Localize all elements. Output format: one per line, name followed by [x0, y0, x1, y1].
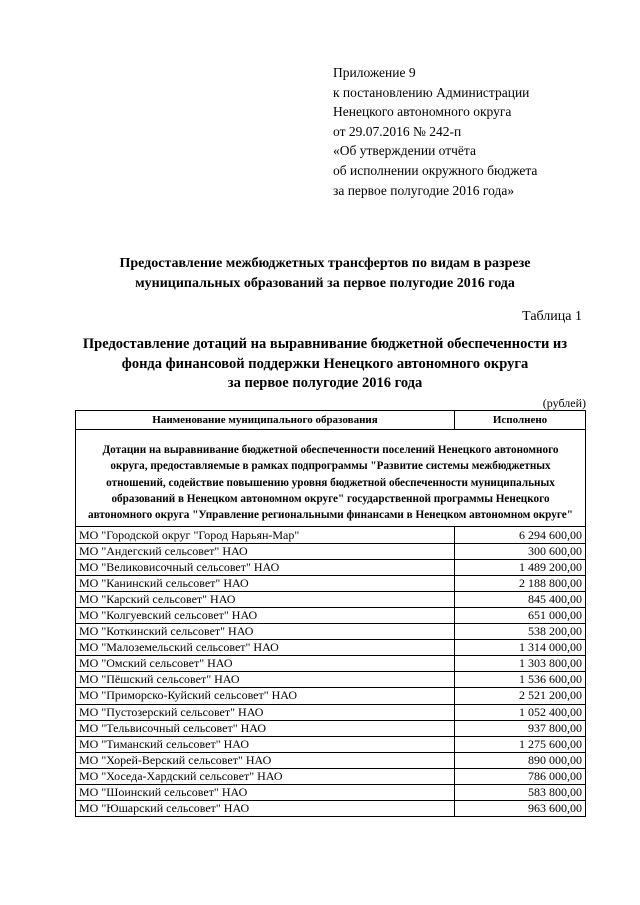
- table-row: [76, 688, 586, 704]
- table-title-line: за первое полугодие 2016 года: [227, 375, 423, 391]
- table-number: Таблица 1: [522, 309, 582, 324]
- executed-amount: 1 314 000,00: [455, 640, 586, 656]
- appendix-line: к постановлению Администрации: [333, 84, 530, 100]
- municipality-name: МО "Тиманский сельсовет" НАО: [76, 736, 455, 752]
- executed-amount: 963 600,00: [455, 801, 586, 817]
- municipality-name: МО "Коткинский сельсовет" НАО: [76, 624, 455, 640]
- municipality-name: МО "Малоземельский сельсовет" НАО: [76, 640, 455, 656]
- municipality-name: МО "Тельвисочный сельсовет" НАО: [76, 720, 455, 736]
- municipality-name: МО "Пустозерский сельсовет" НАО: [76, 704, 455, 720]
- appendix-line: Ненецкого автономного округа: [333, 104, 512, 120]
- table-row: [76, 656, 586, 672]
- municipality-name: МО "Колгуевский сельсовет" НАО: [76, 607, 455, 623]
- heading-line: муниципальных образований за первое полугодие 2016 года: [135, 275, 515, 291]
- transfers-table: [75, 410, 586, 817]
- section-title: Дотации на выравнивание бюджетной обеспеченности поселений Ненецкого автономного округа, предоставляемые в рамках подпрограммы "Развитие системы межбюджетных отношений, содействие повышению уровня бюджетной обеспеченности муниципальных образований в Ненецком автономном округе" государственной программы Ненецкого автономного округа "Управление региональными финансами в Ненецком автономном округе": [76, 430, 586, 527]
- table-row: [76, 543, 586, 559]
- executed-amount: 583 800,00: [455, 784, 586, 800]
- municipality-name: МО "Юшарский сельсовет" НАО: [76, 801, 455, 817]
- executed-amount: 1 489 200,00: [455, 559, 586, 575]
- section-row: [76, 430, 586, 527]
- table-row: [76, 784, 586, 800]
- municipality-name: МО "Карский сельсовет" НАО: [76, 591, 455, 607]
- table-row: [76, 801, 586, 817]
- executed-amount: 937 800,00: [455, 720, 586, 736]
- table-title-line: Предоставление дотаций на выравнивание бюджетной обеспеченности из: [82, 336, 568, 352]
- table-row: [76, 768, 586, 784]
- table-row: [76, 591, 586, 607]
- appendix-line: об исполнении окружного бюджета: [333, 162, 538, 178]
- executed-amount: 651 000,00: [455, 607, 586, 623]
- executed-amount: 6 294 600,00: [455, 527, 586, 543]
- municipality-name: МО "Канинский сельсовет" НАО: [76, 575, 455, 591]
- heading-line: Предоставление межбюджетных трансфертов по видам в разрезе: [119, 256, 531, 271]
- executed-amount: 786 000,00: [455, 768, 586, 784]
- table-row: [76, 704, 586, 720]
- executed-amount: 2 188 800,00: [455, 575, 586, 591]
- municipality-name: МО "Приморско-Куйский сельсовет" НАО: [76, 688, 455, 704]
- municipality-name: МО "Городской округ "Город Нарьян-Мар": [76, 527, 455, 543]
- header-name: Наименование муниципального образования: [76, 411, 455, 430]
- table-row: [76, 672, 586, 688]
- executed-amount: 890 000,00: [455, 752, 586, 768]
- table-row: [76, 720, 586, 736]
- municipality-name: МО "Андегский сельсовет" НАО: [76, 543, 455, 559]
- table-row: [76, 559, 586, 575]
- executed-amount: 845 400,00: [455, 591, 586, 607]
- table-row: [76, 527, 586, 543]
- executed-amount: 1 052 400,00: [455, 704, 586, 720]
- table-row: [76, 575, 586, 591]
- appendix-block: [333, 63, 537, 200]
- appendix-line: Приложение 9: [333, 65, 416, 80]
- executed-amount: 300 600,00: [455, 543, 586, 559]
- executed-amount: 1 303 800,00: [455, 656, 586, 672]
- municipality-name: МО "Омский сельсовет" НАО: [76, 656, 455, 672]
- executed-amount: 1 536 600,00: [455, 672, 586, 688]
- executed-amount: 2 521 200,00: [455, 688, 586, 704]
- executed-amount: 538 200,00: [455, 624, 586, 640]
- table-row: [76, 736, 586, 752]
- table-row: [76, 607, 586, 623]
- table-row: [76, 752, 586, 768]
- municipality-name: МО "Хоседа-Хардский сельсовет" НАО: [76, 768, 455, 784]
- header-value: Исполнено: [455, 411, 586, 430]
- table-header-row: [76, 411, 586, 430]
- appendix-line: за первое полугодие 2016 года»: [333, 182, 515, 198]
- municipality-name: МО "Пёшский сельсовет" НАО: [76, 672, 455, 688]
- appendix-line: от 29.07.2016 № 242-п: [333, 123, 462, 139]
- table-title: [60, 335, 590, 394]
- appendix-line: «Об утверждении отчёта: [333, 143, 476, 159]
- units-label: (рублей): [542, 396, 586, 410]
- table-title-line: фонда финансовой поддержки Ненецкого автономного округа: [121, 355, 529, 372]
- table-row: [76, 640, 586, 656]
- municipality-name: МО "Шоинский сельсовет" НАО: [76, 784, 455, 800]
- municipality-name: МО "Хорей-Верский сельсовет" НАО: [76, 752, 455, 768]
- municipality-name: МО "Великовисочный сельсовет" НАО: [76, 559, 455, 575]
- document-heading: [60, 254, 590, 293]
- executed-amount: 1 275 600,00: [455, 736, 586, 752]
- table-row: [76, 624, 586, 640]
